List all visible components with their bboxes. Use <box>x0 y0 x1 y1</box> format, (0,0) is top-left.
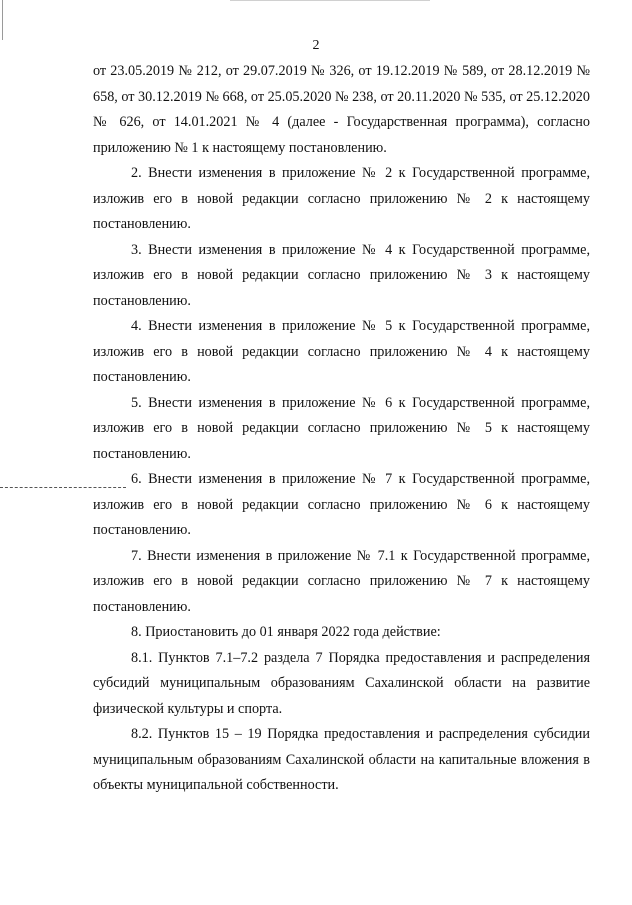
paragraph-item-4: 4. Внести изменения в приложение № 5 к Государственной программе, изложив его в новой редакции согласно приложению № 4 к настоящему постановлению. <box>93 318 590 385</box>
paragraph-item-3: 3. Внести изменения в приложение № 4 к Государственной программе, изложив его в новой редакции согласно приложению № 3 к настоящему постановлению. <box>93 241 590 309</box>
scan-edge-artifact <box>230 0 430 1</box>
paragraph-item-8-2: 8.2. Пунктов 15 – 19 Порядка предоставления и распределения субсидии муниципальным образованиям Сахалинской области на капитальные вложения в объекты муниципальной собственности. <box>93 726 590 793</box>
paragraph-item-5: 5. Внести изменения в приложение № 6 к Государственной программе, изложив его в новой редакции согласно приложению № 5 к настоящему постановлению. <box>93 394 590 462</box>
scan-edge-artifact <box>2 0 3 40</box>
paragraph-item-6: 6. Внести изменения в приложение № 7 к Государственной программе, изложив его в новой редакции согласно приложению № 6 к настоящему постановлению. <box>93 471 590 538</box>
document-body <box>93 59 590 799</box>
paragraph-continuation: от 23.05.2019 № 212, от 29.07.2019 № 326, от 19.12.2019 № 589, от 28.12.2019 № 658, от 30.12.2019 № 668, от 25.05.2020 № 238, от 20.11.2020 № 535, от 25.12.2020 № 626, от 14.01.2021 № 4 (далее - Государственная программа), согласно приложению № 1 к настоящему постановлению. <box>93 63 590 156</box>
paragraph-item-2: 2. Внести изменения в приложение № 2 к Государственной программе, изложив его в новой редакции согласно приложению № 2 к настоящему постановлению. <box>93 165 590 232</box>
paragraph-item-8: 8. Приостановить до 01 января 2022 года действие: <box>131 624 441 640</box>
paragraph-item-8-1: 8.1. Пунктов 7.1–7.2 раздела 7 Порядка предоставления и распределения субсидий муниципальным образованиям Сахалинской области на развитие физической культуры и спорта. <box>93 649 590 717</box>
page-number: 2 <box>312 38 320 53</box>
paragraph-item-7: 7. Внести изменения в приложение № 7.1 к Государственной программе, изложив его в новой редакции согласно приложению № 7 к настоящему постановлению. <box>93 547 590 615</box>
